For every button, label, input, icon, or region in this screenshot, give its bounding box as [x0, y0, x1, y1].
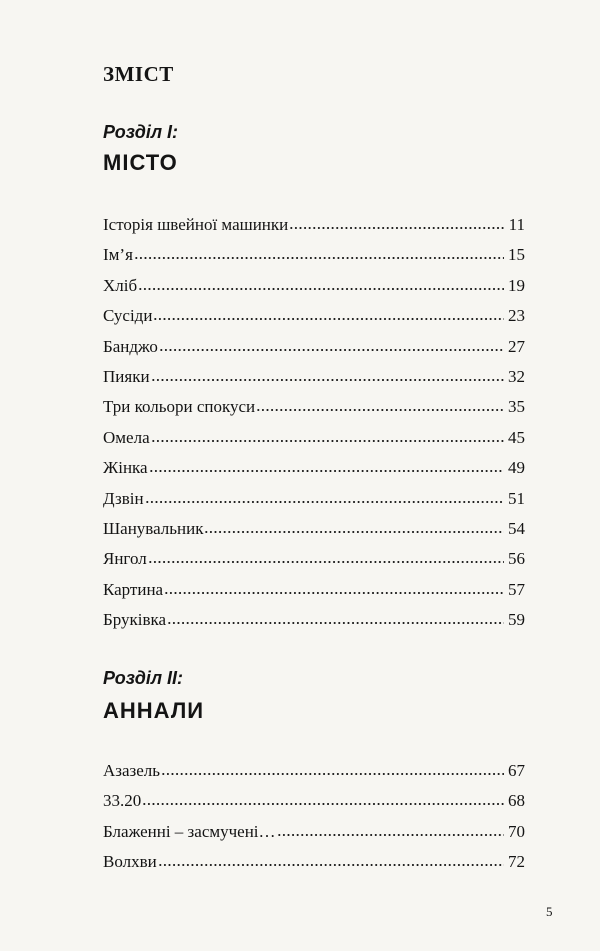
section-1-title: МІСТО [103, 150, 178, 175]
toc-entry[interactable] [103, 786, 525, 816]
section-2-label: Розділ ІІ: [103, 668, 184, 688]
toc-entry[interactable] [103, 453, 525, 483]
toc-entry-page: 51 [508, 488, 525, 508]
toc-entry-page: 67 [508, 761, 525, 780]
toc-entry-title: Історія швейної машинки [103, 215, 289, 234]
toc-entry-page: 49 [508, 458, 525, 478]
toc-leader [204, 520, 504, 534]
toc-entry-title: Картина [103, 579, 164, 599]
toc-leader [167, 611, 504, 625]
toc-entry-title: Бруківка [103, 610, 167, 630]
toc-entry[interactable] [103, 240, 525, 270]
page-title: ЗМІСТ [103, 62, 174, 86]
toc-leader [153, 307, 504, 321]
toc-entry[interactable] [103, 756, 525, 786]
toc-entry[interactable] [103, 271, 525, 301]
section-2-title: АННАЛИ [103, 698, 205, 723]
toc-leader [256, 398, 504, 412]
toc-list-section-1 [103, 210, 525, 635]
toc-entry-page: 54 [508, 518, 525, 538]
toc-leader [161, 762, 504, 776]
toc-entry[interactable] [103, 301, 525, 331]
toc-entry-title: Янгол [103, 549, 147, 569]
toc-entry[interactable] [103, 484, 525, 514]
toc-entry-page: 27 [508, 336, 525, 356]
toc-entry-page: 56 [508, 549, 525, 569]
toc-entry-page: 72 [508, 852, 525, 872]
toc-entry[interactable] [103, 210, 525, 240]
toc-entry[interactable] [103, 575, 525, 605]
toc-leader [134, 246, 504, 260]
toc-entry-page: 35 [508, 397, 525, 417]
toc-entry-title: Блаженні – засмучені… [103, 821, 276, 841]
toc-leader [138, 277, 504, 291]
toc-leader [158, 853, 504, 867]
toc-entry-title: Ім’я [103, 245, 133, 265]
toc-leader [151, 368, 504, 382]
toc-entry-title: Азазель [103, 761, 161, 780]
toc-entry-title: Волхви [103, 852, 157, 872]
toc-leader [164, 581, 504, 595]
toc-leader [142, 792, 504, 806]
toc-entry-page: 68 [508, 791, 525, 811]
toc-entry[interactable] [103, 362, 525, 392]
page-number: 5 [546, 904, 553, 919]
toc-entry[interactable] [103, 605, 525, 635]
section-1-label: Розділ І: [103, 122, 179, 142]
toc-entry-title: Сусіди [103, 306, 153, 326]
toc-entry-page: 32 [508, 366, 525, 386]
toc-entry-title: Хліб [103, 275, 138, 295]
toc-entry[interactable] [103, 514, 525, 544]
toc-leader [145, 490, 504, 504]
toc-entry-page: 45 [508, 427, 525, 447]
toc-entry-title: 33.20 [103, 791, 142, 811]
toc-leader [159, 338, 504, 352]
toc-list-section-2 [103, 756, 525, 878]
toc-leader [149, 459, 504, 473]
toc-entry[interactable] [103, 817, 525, 847]
toc-entry-page: 15 [508, 245, 525, 265]
toc-entry-title: Жінка [103, 458, 148, 478]
toc-entry-page: 59 [508, 610, 525, 630]
toc-entry-page: 23 [508, 306, 525, 326]
toc-leader [148, 550, 504, 564]
toc-entry[interactable] [103, 423, 525, 453]
toc-entry-title: Дзвін [103, 488, 144, 508]
toc-leader [289, 216, 504, 230]
toc-entry-page: 57 [508, 579, 525, 599]
toc-leader [151, 429, 504, 443]
toc-leader [277, 823, 504, 837]
toc-entry[interactable] [103, 332, 525, 362]
toc-entry-page: 19 [508, 275, 525, 295]
toc-entry-title: Банджо [103, 336, 158, 356]
toc-entry[interactable] [103, 544, 525, 574]
toc-entry-page: 70 [508, 821, 525, 841]
toc-entry-page: 11 [508, 215, 525, 234]
toc-entry-title: Шанувальник [103, 518, 204, 538]
toc-entry-title: Омела [103, 427, 150, 447]
toc-entry-title: Три кольори спокуси [103, 397, 256, 417]
toc-entry[interactable] [103, 847, 525, 877]
toc-entry-title: Пияки [103, 366, 150, 386]
toc-entry[interactable] [103, 392, 525, 422]
